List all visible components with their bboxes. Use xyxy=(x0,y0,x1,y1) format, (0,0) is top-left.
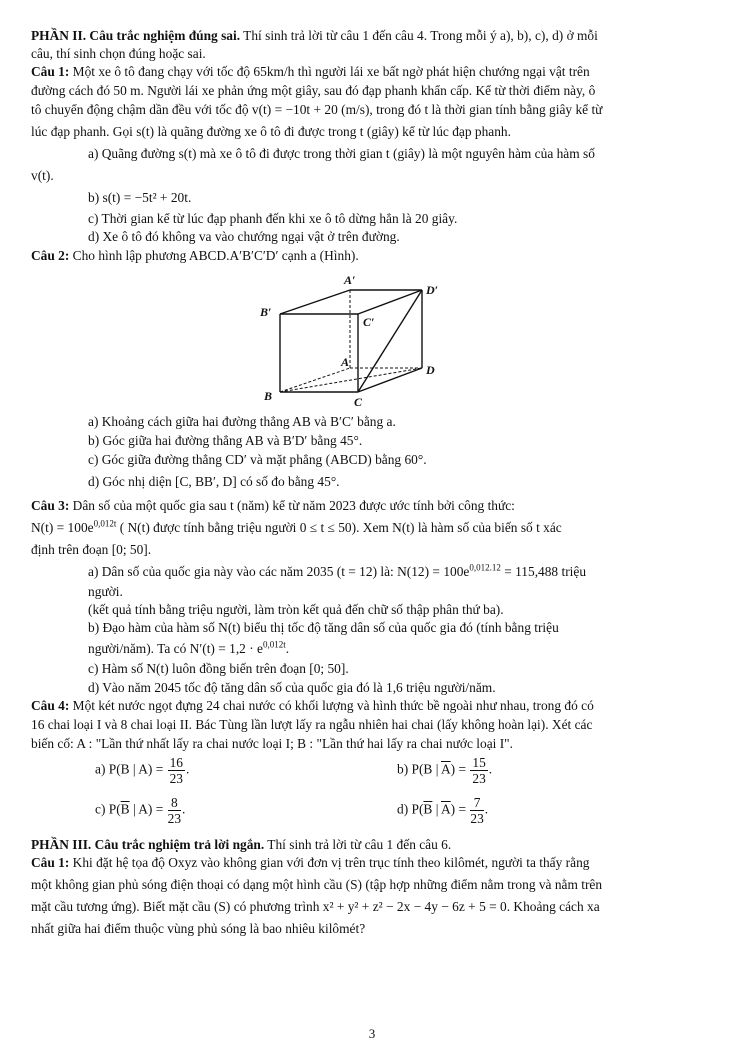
q3-line1 xyxy=(31,497,721,515)
p3q1-line2: một không gian phủ sóng điện thoại có dạng một hình cầu (S) (tập hợp những điểm nằm trong và nằm trên xyxy=(31,877,603,892)
p3q1-text1: Khi đặt hệ tọa độ Oxyz vào không gian với đơn vị trên trục tính theo kilômét, người ta thấy rằng xyxy=(69,855,590,870)
part3-title: PHẦN III. Câu trắc nghiệm trả lời ngắn. xyxy=(31,837,265,852)
q3-b-end: . xyxy=(285,641,290,656)
label-A-prime: A′ xyxy=(344,273,356,287)
part2-title: PHẦN II. Câu trắc nghiệm đúng sai. xyxy=(31,28,241,43)
q4-line3: biến cố: A : "Lần thứ nhất lấy ra chai nước loại I; B : "Lần thứ hai lấy ra chai nước loại I". xyxy=(31,736,513,751)
q2-label: Câu 2: xyxy=(31,248,70,263)
q3-formula: N(t) = 100e xyxy=(31,520,94,535)
p3q1-line3: mặt cầu tương ứng). Biết mặt cầu (S) có phương trình x² + y² + z² − 2x − 4y − 6z + 5 = 0. Khoảng cách xa xyxy=(31,899,600,914)
q4-c-mid: | A) = xyxy=(129,801,167,817)
label-A: A xyxy=(341,355,350,369)
q4-d-mid1: | xyxy=(432,801,441,817)
q4-c-fraction xyxy=(168,795,181,826)
q3-formula-exp: 0,012t xyxy=(93,518,117,529)
q3-a-result: = 115,488 triệu xyxy=(500,564,587,579)
q4-text1: Một két nước ngọt đựng 24 chai nước có khối lượng và hình thức bề ngoài như nhau, trong đó có xyxy=(69,698,594,713)
q3-option-a-cont: người. xyxy=(88,584,123,599)
q3-option-d: d) Vào năm 2045 tốc độ tăng dân số của quốc gia đó là 1,6 triệu người/năm. xyxy=(88,680,496,695)
part2-intro xyxy=(31,27,721,45)
part2-intro-line2: câu, thí sinh chọn đúng hoặc sai. xyxy=(31,46,206,61)
label-B-prime: B′ xyxy=(260,305,272,319)
q1-line2: đường cách đó 50 m. Người lái xe phản ứng một giây, sau đó đạp phanh khẩn cấp. Kể từ thời điểm này, ô xyxy=(31,83,596,98)
q3-line2 xyxy=(31,519,721,537)
q4-option-b: b) P(B | $\overline{A}$) = $\frac{15}{23}$ . xyxy=(397,755,493,786)
q4-option-d: d) $P(\overline{B}$ | $\overline{A}$) = $\frac{7}{23}$ . xyxy=(397,795,489,826)
p3q1-line1 xyxy=(31,854,721,872)
q2-option-c: c) Góc giữa đường thẳng CD′ và mặt phẳng (ABCD) bằng 60°. xyxy=(88,452,427,467)
edge-CD xyxy=(358,368,422,392)
edge-BA xyxy=(280,368,350,392)
q4-d-bar2: $\overline{A}$ xyxy=(441,801,451,817)
part3-intro-text: Thí sinh trả lời từ câu 1 đến câu 6. xyxy=(264,837,452,852)
q3-option-a xyxy=(88,563,720,581)
q2-option-a: a) Khoảng cách giữa hai đường thẳng AB và B′C′ bằng a. xyxy=(88,414,396,429)
p3q1-label: Câu 1: xyxy=(31,855,70,870)
edge-BtAt xyxy=(280,290,350,314)
label-C: C xyxy=(354,395,363,409)
q4-a-den: 23 xyxy=(169,771,183,786)
q3-label: Câu 3: xyxy=(31,498,70,513)
label-D-prime: D′ xyxy=(426,283,439,297)
q3-b-text: người/năm). Ta có N′(t) = 1,2 · e xyxy=(88,641,263,656)
cube-figure xyxy=(250,270,450,410)
q1-line3: tô chuyển động chậm dần đều với tốc độ v(t) = −10t + 20 (m/s), trong đó t là thời gian tính bằng giây kể từ xyxy=(31,102,603,117)
q4-a-num: 16 xyxy=(169,755,183,770)
q3-b-exp: 0,012t xyxy=(262,639,286,650)
q4-line2: 16 chai loại I và 8 chai loại II. Bác Tùng lần lượt lấy ra ngẫu nhiên hai chai (lấy không hoàn lại). Xét các xyxy=(31,717,593,732)
q4-b-mid: ) = xyxy=(450,761,470,777)
q4-c-text: c) P( xyxy=(95,801,121,817)
q4-a-text: a) P(B | A) = xyxy=(95,761,167,777)
q1-text1: Một xe ô tô đang chạy với tốc độ 65km/h thì người lái xe bất ngờ phát hiện chướng ngại vật trên xyxy=(69,64,590,79)
q4-option-a: a) P(B | A) = $\frac{16}{23}$ . xyxy=(95,755,190,786)
q4-d-mid2: ) = xyxy=(450,801,470,817)
q4-b-fraction xyxy=(470,755,487,786)
q1-option-a: a) Quãng đường s(t) mà xe ô tô đi được trong thời gian t (giây) là một nguyên hàm của hàm số xyxy=(88,146,595,161)
label-C-prime: C′ xyxy=(363,315,375,329)
q1-option-d: d) Xe ô tô đó không va vào chướng ngại vật ở trên đường. xyxy=(88,229,400,244)
q4-a-fraction xyxy=(168,755,185,786)
q4-b-den: 23 xyxy=(472,771,486,786)
q2-text: Cho hình lập phương ABCD.A′B′C′D′ cạnh a (Hình). xyxy=(69,248,359,263)
p3q1-line4: nhất giữa hai điểm thuộc vùng phủ sóng là bao nhiêu kilômét? xyxy=(31,921,366,936)
q1-option-c: c) Thời gian kể từ lúc đạp phanh đến khi xe ô tô dừng hẳn là 20 giây. xyxy=(88,211,458,226)
q2-option-b: b) Góc giữa hai đường thẳng AB và B′D′ bằng 45°. xyxy=(88,433,363,448)
q2-line1 xyxy=(31,247,721,265)
q1-label: Câu 1: xyxy=(31,64,70,79)
q4-d-bar1: $\overline{B}$ xyxy=(423,801,433,817)
q1-option-a-cont: v(t). xyxy=(31,168,54,183)
q1-option-b: b) s(t) = −5t² + 20t. xyxy=(88,190,192,205)
label-D: D xyxy=(426,363,435,377)
q4-d-fraction xyxy=(470,795,483,826)
q3-a-exp: 0,012.12 xyxy=(469,562,501,573)
page-number: 3 xyxy=(368,1026,376,1041)
q4-d-text: d) P( xyxy=(397,801,424,817)
part3-intro xyxy=(31,836,721,854)
q4-c-num: 8 xyxy=(168,795,181,811)
q1-line4: lúc đạp phanh. Gọi s(t) là quãng đường xe ô tô đi được trong t (giây) kể từ lúc đạp phanh. xyxy=(31,124,511,139)
q3-option-c: c) Hàm số N(t) luôn đồng biến trên đoạn [0; 50]. xyxy=(88,661,349,676)
q3-option-a-note: (kết quả tính bằng triệu người, làm tròn kết quả đến chữ số thập phân thứ ba). xyxy=(88,602,504,617)
q4-c-bar: $\overline{B}$ xyxy=(120,801,130,817)
edge-CDt xyxy=(358,290,422,392)
q3-option-b-cont xyxy=(88,640,720,658)
q4-b-num: 15 xyxy=(472,755,486,770)
q4-d-den: 23 xyxy=(470,811,484,826)
q4-label: Câu 4: xyxy=(31,698,70,713)
part2-intro-text: Thí sinh trả lời từ câu 1 đến câu 4. Trong mỗi ý a), b), c), d) ở mỗi xyxy=(240,28,598,43)
q4-b-text: b) P(B | xyxy=(397,761,441,777)
q3-option-b: b) Đạo hàm của hàm số N(t) biểu thị tốc độ tăng dân số của quốc gia đó (tính bằng triệu xyxy=(88,620,559,635)
q2-option-d: d) Góc nhị diện [C, BB′, D] có số đo bằng 45°. xyxy=(88,474,340,489)
label-B: B xyxy=(264,389,273,403)
edge-CtDt xyxy=(358,290,422,314)
q3-line3: định trên đoạn [0; 50]. xyxy=(31,542,152,557)
q4-b-bar: $\overline{A}$ xyxy=(440,761,451,777)
q3-text2: ( N(t) được tính bằng triệu người 0 ≤ t ≤ 50). Xem N(t) là hàm số của biến số t xác xyxy=(116,520,562,535)
q4-d-num: 7 xyxy=(470,795,483,811)
q4-line1 xyxy=(31,697,721,715)
q3-text1: Dân số của một quốc gia sau t (năm) kể từ năm 2023 được ước tính bởi công thức: xyxy=(69,498,515,513)
edge-BD xyxy=(280,368,422,392)
q3-a-text: a) Dân số của quốc gia này vào các năm 2035 (t = 12) là: N(12) = 100e xyxy=(88,564,470,579)
q1-line1 xyxy=(31,63,721,81)
q4-option-c: c) $P(\overline{B}$ | A) = $\frac{8}{23}$ . xyxy=(95,795,186,826)
q4-c-den: 23 xyxy=(167,811,182,826)
